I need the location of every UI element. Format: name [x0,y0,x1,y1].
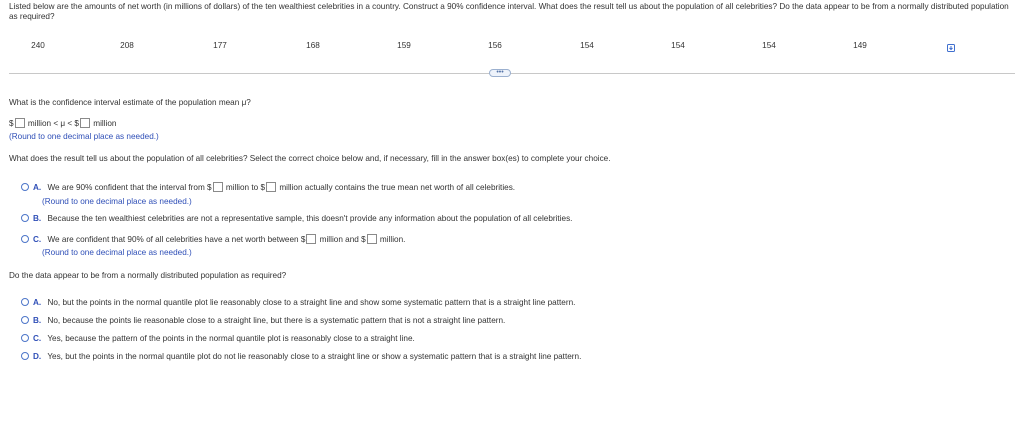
radio-option-a[interactable] [21,183,29,191]
option-a-input-2[interactable] [266,182,276,192]
radio-option-a[interactable] [21,298,29,306]
option-a-text-post: million actually contains the true mean net worth of all celebrities. [279,183,516,192]
q3-option-b[interactable] [21,316,505,325]
q2-prompt: What does the result tell us about the population of all celebrities? Select the correct choice below and, if necessary, fill in the answer box(es) to complete your choice. [9,154,611,163]
q3-option-b-text: No, because the points lie reasonable close to a straight line, but there is a systematic pattern that is not a straight line pattern. [47,316,506,325]
data-value: 240 [31,41,45,50]
q3-option-a-text: No, but the points in the normal quantile plot lie reasonably close to a straight line and show some systematic pattern that is a straight line pattern. [47,298,576,307]
option-letter: C. [33,235,42,244]
option-letter: B. [33,316,42,325]
option-c-text-pre: We are confident that 90% of all celebrities have a net worth between $ [47,235,306,244]
data-value: 177 [213,41,227,50]
lower-bound-input[interactable] [15,118,25,128]
q1-answer-line [9,118,116,128]
option-letter: A. [33,298,42,307]
option-letter: C. [33,334,42,343]
data-value: 154 [762,41,776,50]
option-c-hint: (Round to one decimal place as needed.) [42,248,192,257]
data-value: 154 [580,41,594,50]
q1-unit: million [93,119,117,128]
option-b-text: Because the ten wealthiest celebrities are not a representative sample, this doesn't provide any information about the population of all celebrities. [47,214,573,223]
option-letter: B. [33,214,42,223]
q2-option-b[interactable] [21,214,572,223]
option-a-text-pre: We are 90% confident that the interval from $ [47,183,212,192]
q3-option-c-text: Yes, because the pattern of the points in the normal quantile plot is reasonably close to a straight line. [47,334,415,343]
q1-mid-text: million < μ < $ [27,119,79,128]
data-value: 154 [671,41,685,50]
radio-option-c[interactable] [21,235,29,243]
radio-option-c[interactable] [21,334,29,342]
q1-hint: (Round to one decimal place as needed.) [9,132,159,141]
data-value: 159 [397,41,411,50]
option-c-text-post: million. [379,235,406,244]
radio-option-b[interactable] [21,214,29,222]
data-value: 168 [306,41,320,50]
section-divider [9,73,1015,74]
option-a-text-mid: million to $ [225,183,266,192]
upper-bound-input[interactable] [80,118,90,128]
q2-option-c[interactable] [21,234,405,244]
q2-option-a[interactable] [21,182,515,192]
option-a-hint: (Round to one decimal place as needed.) [42,197,192,206]
data-value: 208 [120,41,134,50]
download-icon[interactable] [946,43,956,53]
radio-option-d[interactable] [21,352,29,360]
option-c-input-1[interactable] [306,234,316,244]
q3-option-d-text: Yes, but the points in the normal quantile plot do not lie reasonably close to a straight line or show a systematic pattern that is a straight line pattern. [47,352,582,361]
option-letter: D. [33,352,42,361]
problem-statement: Listed below are the amounts of net worth (in millions of dollars) of the ten wealthiest celebrities in a country. Construct a 90% confidence interval. What does the result tell us about the population of all celebrities? Do the data appear to be from a normally distributed population as required? [9,2,1009,21]
data-value: 156 [488,41,502,50]
q3-option-c[interactable] [21,334,415,343]
option-a-input-1[interactable] [213,182,223,192]
dollar-sign: $ [9,119,14,128]
more-button[interactable]: ••• [489,69,511,77]
data-value: 149 [853,41,867,50]
option-letter: A. [33,183,42,192]
option-c-text-mid: million and $ [319,235,366,244]
option-c-input-2[interactable] [367,234,377,244]
q3-prompt: Do the data appear to be from a normally distributed population as required? [9,271,287,280]
q3-option-a[interactable] [21,298,575,307]
data-table [0,41,1024,55]
q1-prompt: What is the confidence interval estimate of the population mean μ? [9,98,251,107]
q3-option-d[interactable] [21,352,581,361]
radio-option-b[interactable] [21,316,29,324]
